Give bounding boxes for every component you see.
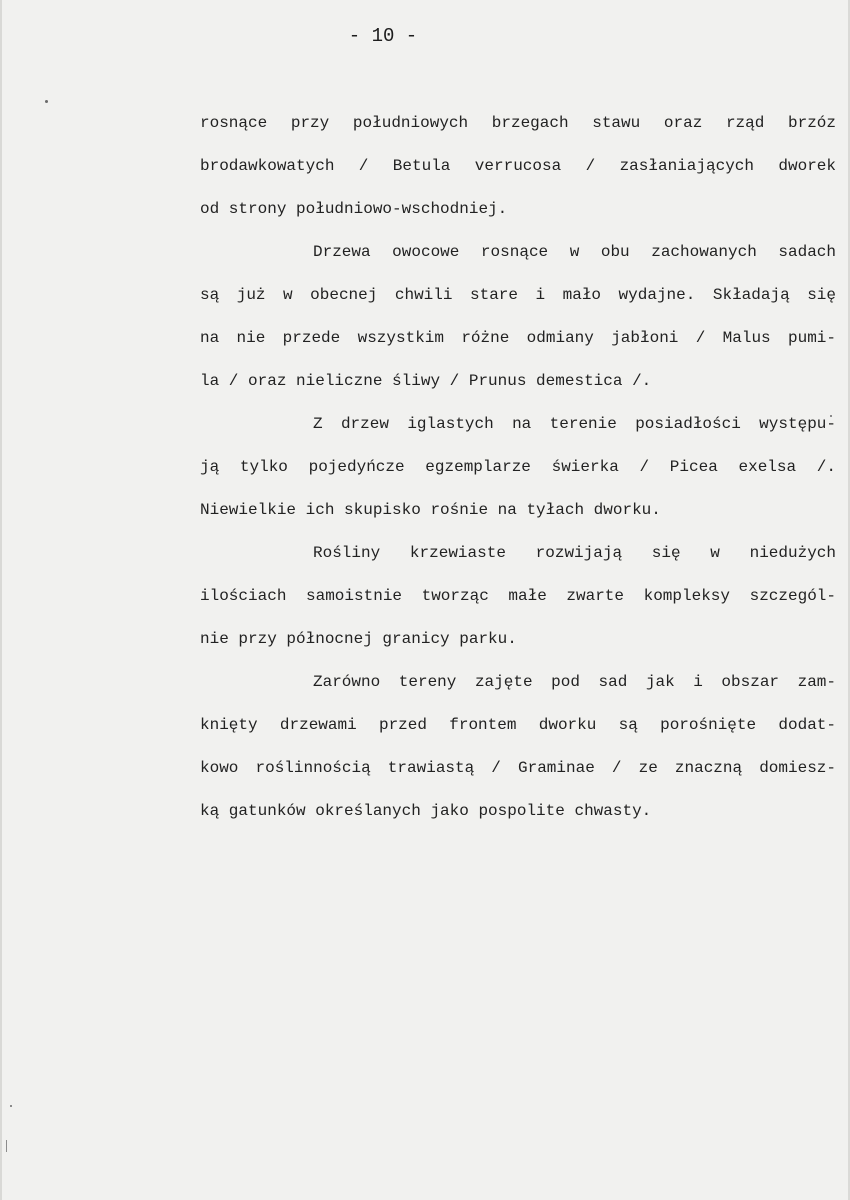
text-line: rosnące przy południowych brzegach stawu oraz rząd brzóz — [200, 114, 836, 132]
text-line: ilościach samoistnie tworząc małe zwarte kompleksy szczegól- — [200, 587, 836, 605]
body-text — [200, 102, 836, 833]
text-line: od strony południowo-wschodniej. — [200, 200, 508, 218]
page-left-edge — [0, 0, 2, 1200]
text-line: na nie przede wszystkim różne odmiany jabłoni / Malus pumi- — [200, 329, 836, 347]
text-line: brodawkowatych / Betula verrucosa / zasłaniających dworek — [200, 157, 836, 175]
text-line: Rośliny krzewiaste rozwijają się w niedużych — [313, 544, 836, 562]
text-line: Drzewa owocowe rosnące w obu zachowanych sadach — [313, 243, 836, 261]
page-number: - 10 - — [348, 25, 418, 47]
text-line: Niewielkie ich skupisko rośnie na tyłach dworku. — [200, 501, 661, 519]
text-line: są już w obecnej chwili stare i mało wydajne. Składają się — [200, 286, 836, 304]
margin-speck — [45, 100, 48, 103]
text-line: Z drzew iglastych na terenie posiadłości występu- — [313, 415, 836, 433]
text-line: kowo roślinnością trawiastą / Graminae / ze znaczną domiesz- — [200, 759, 836, 777]
margin-tick — [6, 1140, 7, 1152]
text-line: ką gatunków określanych jako pospolite chwasty. — [200, 802, 652, 820]
text-line: la / oraz nieliczne śliwy / Prunus demestica /. — [200, 372, 652, 390]
text-line: ją tylko pojedyńcze egzemplarze świerka / Picea exelsa /. — [200, 458, 836, 476]
text-line: knięty drzewami przed frontem dworku są porośnięte dodat- — [200, 716, 836, 734]
text-line: Zarówno tereny zajęte pod sad jak i obszar zam- — [313, 673, 836, 691]
text-line: nie przy północnej granicy parku. — [200, 630, 517, 648]
margin-speck — [10, 1105, 12, 1107]
